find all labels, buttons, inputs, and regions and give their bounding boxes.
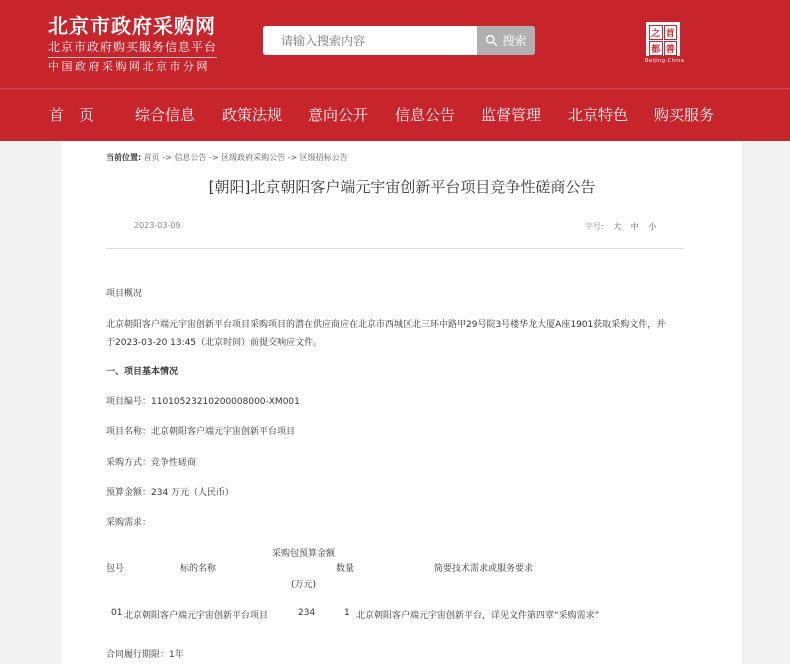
budget-amount: 预算金额：234 万元（人民币） xyxy=(106,488,235,498)
nav-beijing-features[interactable]: 北京特色 xyxy=(568,106,629,124)
project-number: 项目编号：11010523210200008000-XM001 xyxy=(106,397,300,407)
overview-heading: 项目概况 xyxy=(106,289,143,299)
nav-general-info[interactable]: 综合信息 xyxy=(135,106,196,124)
breadcrumb-item[interactable]: 区级招标公告 xyxy=(299,153,348,162)
seal-char: 善 xyxy=(664,41,678,56)
search-button-label: 搜索 xyxy=(502,34,527,48)
nav-announcements[interactable]: 信息公告 xyxy=(395,106,456,124)
procurement-method: 采购方式：竞争性磋商 xyxy=(106,458,197,468)
title-divider xyxy=(106,248,684,249)
breadcrumb-item[interactable]: 区级政府采购公告 xyxy=(221,153,286,162)
row-item-name: 北京朝阳客户端元宇宙创新平台项目 xyxy=(124,611,269,621)
site-subtitle: 北京市政府购买服务信息平台 xyxy=(48,38,217,58)
breadcrumb-label: 当前位置: xyxy=(106,153,142,162)
font-size-small[interactable]: 小 xyxy=(648,222,657,231)
project-name: 项目名称：北京朝阳客户端元宇宙创新平台项目 xyxy=(106,427,296,437)
table-header-budget: 采购包预算金额 xyxy=(272,549,336,559)
breadcrumb-separator: -> xyxy=(285,153,300,162)
nav-intentions[interactable]: 意向公开 xyxy=(308,106,369,124)
font-size-medium[interactable]: 中 xyxy=(630,222,639,231)
article-date: 2023-03-09 xyxy=(134,221,181,230)
breadcrumb-separator: -> xyxy=(159,153,175,162)
table-header-package: 包号 xyxy=(106,564,125,574)
table-header-quantity: 数量 xyxy=(336,564,355,574)
font-size-label: 字号: xyxy=(585,222,604,231)
overview-line: 于2023-03-20 13:45（北京时间）前提交响应文件。 xyxy=(106,338,323,348)
seal-char: 之 xyxy=(649,25,663,40)
site-title[interactable]: 北京市政府采购网 xyxy=(48,14,216,38)
breadcrumb-item[interactable]: 信息公告 xyxy=(174,153,207,162)
table-header-item-name: 标的名称 xyxy=(180,564,217,574)
overview-line: 北京朝阳客户端元宇宙创新平台项目采购项目的潜在供应商应在北京市西城区北三环中路甲29号院3号楼华龙大厦A座1901获取采购文件，并 xyxy=(106,320,666,330)
nav-supervision[interactable]: 监督管理 xyxy=(481,106,542,124)
seal-char: 都 xyxy=(649,41,663,56)
breadcrumb xyxy=(106,152,348,163)
row-quantity: 1 xyxy=(344,608,350,618)
table-header-budget-unit: (万元) xyxy=(291,580,317,590)
search-button[interactable] xyxy=(477,26,535,55)
seal-caption: Beijing·China xyxy=(645,58,685,64)
table-header-requirement: 简要技术需求或服务要求 xyxy=(434,564,534,574)
requirement-label: 采购需求： xyxy=(106,518,152,528)
breadcrumb-item[interactable]: 首页 xyxy=(143,153,160,162)
seal-char: 首 xyxy=(664,25,678,40)
main-nav xyxy=(0,88,790,141)
section-heading: 一、项目基本情况 xyxy=(106,367,179,377)
contract-period: 合同履行期限：1年 xyxy=(106,650,184,660)
site-subtitle-secondary: 中国政府采购网北京市分网 xyxy=(48,60,210,73)
row-package: 01 xyxy=(111,608,123,618)
row-requirement: 北京朝阳客户端元宇宙创新平台，详见文件第四章“采购需求” xyxy=(356,611,600,621)
breadcrumb-separator: -> xyxy=(206,153,222,162)
row-budget: 234 xyxy=(298,608,316,618)
nav-purchase-services[interactable]: 购买服务 xyxy=(654,106,715,124)
article-panel xyxy=(62,141,742,664)
search-icon xyxy=(485,34,498,47)
nav-home[interactable]: 首 页 xyxy=(49,106,95,124)
header xyxy=(0,0,790,88)
nav-policies[interactable]: 政策法规 xyxy=(222,106,283,124)
capital-seal-logo xyxy=(646,22,680,56)
font-size-large[interactable]: 大 xyxy=(613,222,622,231)
font-size-selector xyxy=(585,221,656,232)
article-title: [朝阳]北京朝阳客户端元宇宙创新平台项目竞争性磋商公告 xyxy=(208,178,596,196)
search-input[interactable] xyxy=(263,26,477,55)
search-box xyxy=(263,26,535,55)
